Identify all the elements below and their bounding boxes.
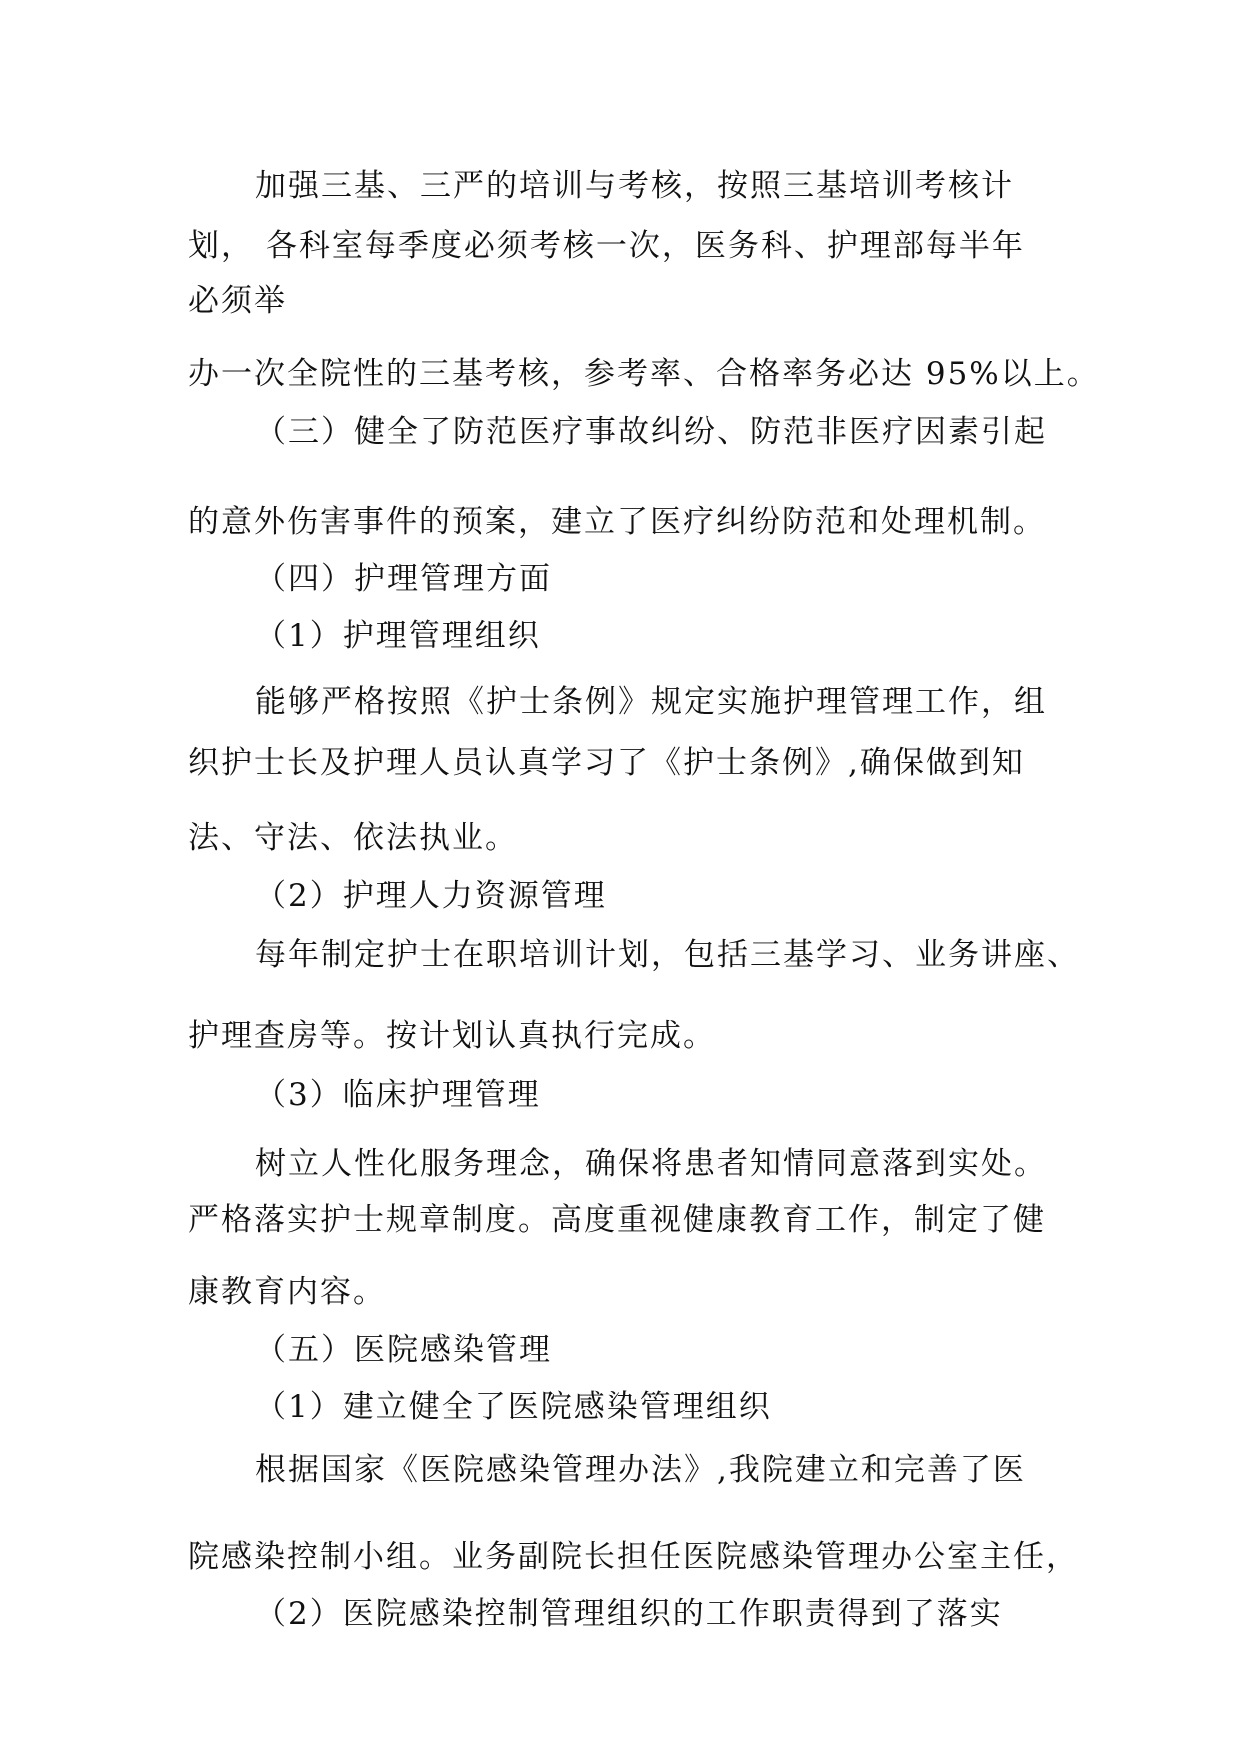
paragraph-line: 每年制定护士在职培训计划，包括三基学习、业务讲座、 [255, 937, 1080, 973]
subsection-heading: （1）护理管理组织 [255, 618, 541, 654]
paragraph-line: （三）健全了防范医疗事故纠纷、防范非医疗因素引起 [255, 414, 1047, 450]
paragraph-line: 织护士长及护理人员认真学习了《护士条例》,确保做到知 [188, 745, 1025, 781]
paragraph-line: 划， 各科室每季度必须考核一次，医务科、护理部每半年 [188, 228, 1025, 264]
subsection-heading: （2）医院感染控制管理组织的工作职责得到了落实 [255, 1596, 1003, 1632]
subsection-heading: （3）临床护理管理 [255, 1077, 541, 1113]
paragraph-line: 树立人性化服务理念，确保将患者知情同意落到实处。 [255, 1146, 1047, 1182]
paragraph-line: 加强三基、三严的培训与考核，按照三基培训考核计 [255, 168, 1014, 204]
paragraph-line: 能够严格按照《护士条例》规定实施护理管理工作，组 [255, 684, 1047, 720]
subsection-heading: （2）护理人力资源管理 [255, 878, 607, 914]
paragraph-line: 院感染控制小组。业务副院长担任医院感染管理办公室主任， [188, 1539, 1079, 1575]
subsection-heading: （1）建立健全了医院感染管理组织 [255, 1389, 772, 1425]
paragraph-line: 严格落实护士规章制度。高度重视健康教育工作，制定了健 [188, 1202, 1046, 1238]
paragraph-line: 根据国家《医院感染管理办法》,我院建立和完善了医 [255, 1452, 1026, 1488]
paragraph-line: 的意外伤害事件的预案，建立了医疗纠纷防范和处理机制。 [188, 504, 1046, 540]
paragraph-line: 必须举 [188, 283, 287, 319]
paragraph-line: 护理查房等。按计划认真执行完成。 [188, 1018, 716, 1054]
paragraph-line: 康教育内容。 [188, 1274, 386, 1310]
section-heading: （五）医院感染管理 [255, 1332, 552, 1368]
section-heading: （四）护理管理方面 [255, 561, 552, 597]
paragraph-line: 办一次全院性的三基考核，参考率、合格率务必达 95%以上。 [188, 356, 1100, 392]
paragraph-line: 法、守法、依法执业。 [188, 820, 518, 856]
